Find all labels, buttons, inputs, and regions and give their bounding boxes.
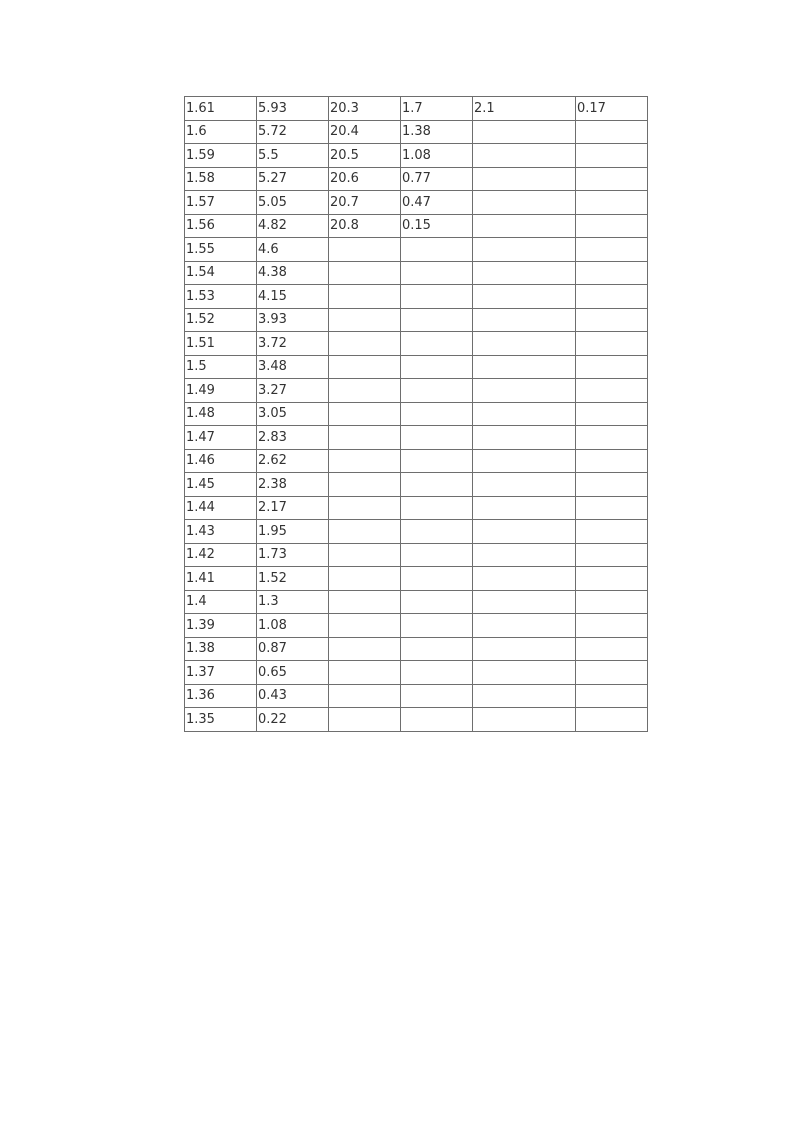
table-row (185, 449, 648, 473)
table-cell: 0.15 (401, 214, 473, 238)
table-row (185, 590, 648, 614)
table-row (185, 426, 648, 450)
table-cell (576, 708, 648, 732)
table-cell (401, 379, 473, 403)
table-cell (576, 144, 648, 168)
table-cell (329, 496, 401, 520)
table-cell: 1.49 (185, 379, 257, 403)
table-cell (473, 191, 576, 215)
table-cell: 1.43 (185, 520, 257, 544)
table-cell (473, 637, 576, 661)
table-cell: 2.17 (257, 496, 329, 520)
table-row (185, 637, 648, 661)
table-cell: 1.44 (185, 496, 257, 520)
table-row (185, 379, 648, 403)
table-cell (576, 261, 648, 285)
table-cell (473, 661, 576, 685)
table-cell (401, 426, 473, 450)
table-cell (401, 402, 473, 426)
table-cell (329, 520, 401, 544)
table-cell: 1.48 (185, 402, 257, 426)
table-cell (473, 426, 576, 450)
table-cell (576, 238, 648, 262)
table-cell: 1.59 (185, 144, 257, 168)
table-cell: 1.53 (185, 285, 257, 309)
table-cell: 20.3 (329, 97, 401, 121)
table-cell: 0.17 (576, 97, 648, 121)
table-cell (473, 473, 576, 497)
table-cell: 1.46 (185, 449, 257, 473)
table-cell (401, 285, 473, 309)
table-cell (401, 661, 473, 685)
table-cell (401, 238, 473, 262)
table-cell (329, 238, 401, 262)
table-cell (329, 449, 401, 473)
table-cell (576, 120, 648, 144)
table-cell (473, 379, 576, 403)
table-cell (576, 191, 648, 215)
table-cell: 5.27 (257, 167, 329, 191)
table-cell (329, 355, 401, 379)
table-cell: 1.61 (185, 97, 257, 121)
table-row (185, 708, 648, 732)
table-cell (473, 308, 576, 332)
table-cell: 1.37 (185, 661, 257, 685)
table-cell (329, 285, 401, 309)
table-cell (576, 661, 648, 685)
table-cell (329, 543, 401, 567)
table-cell (329, 637, 401, 661)
table-cell (473, 708, 576, 732)
table-cell (401, 520, 473, 544)
table-cell: 1.54 (185, 261, 257, 285)
table-cell: 1.55 (185, 238, 257, 262)
table-cell: 1.42 (185, 543, 257, 567)
table-cell: 5.72 (257, 120, 329, 144)
table-cell (576, 473, 648, 497)
table-cell (576, 496, 648, 520)
table-cell (473, 590, 576, 614)
table-cell: 3.27 (257, 379, 329, 403)
table-cell (401, 473, 473, 497)
table-cell (576, 167, 648, 191)
table-cell (329, 332, 401, 356)
table-cell (576, 285, 648, 309)
table-cell (473, 332, 576, 356)
table-row (185, 191, 648, 215)
table-cell (473, 214, 576, 238)
table-row (185, 614, 648, 638)
table-cell: 20.5 (329, 144, 401, 168)
table-cell: 5.93 (257, 97, 329, 121)
table-row (185, 473, 648, 497)
table-cell: 1.47 (185, 426, 257, 450)
table-cell (329, 379, 401, 403)
table-cell: 1.6 (185, 120, 257, 144)
table-cell (473, 567, 576, 591)
table-cell (473, 543, 576, 567)
table-cell (401, 684, 473, 708)
table-cell: 2.83 (257, 426, 329, 450)
table-row (185, 120, 648, 144)
table-cell (329, 661, 401, 685)
table-cell: 4.15 (257, 285, 329, 309)
table-cell (576, 590, 648, 614)
table-cell (329, 567, 401, 591)
data-table (184, 96, 648, 732)
table-cell: 2.1 (473, 97, 576, 121)
table-cell (473, 520, 576, 544)
table-cell: 1.41 (185, 567, 257, 591)
table-cell: 1.36 (185, 684, 257, 708)
table-cell (329, 473, 401, 497)
table-cell: 1.3 (257, 590, 329, 614)
table-cell: 20.4 (329, 120, 401, 144)
table-cell (401, 590, 473, 614)
table-cell: 3.05 (257, 402, 329, 426)
table-cell (329, 402, 401, 426)
table-cell: 1.38 (401, 120, 473, 144)
table-cell (401, 567, 473, 591)
table-cell: 4.6 (257, 238, 329, 262)
table-cell: 0.43 (257, 684, 329, 708)
table-cell (401, 332, 473, 356)
table-cell: 1.56 (185, 214, 257, 238)
table-row (185, 144, 648, 168)
table-row (185, 332, 648, 356)
table-cell (401, 637, 473, 661)
table-cell: 0.65 (257, 661, 329, 685)
table-cell: 1.5 (185, 355, 257, 379)
table-cell: 4.82 (257, 214, 329, 238)
table-row (185, 238, 648, 262)
table-row (185, 543, 648, 567)
table-row (185, 97, 648, 121)
table-cell: 1.52 (185, 308, 257, 332)
table-cell (401, 308, 473, 332)
table-row (185, 308, 648, 332)
table-cell (576, 543, 648, 567)
table-cell (576, 426, 648, 450)
table-cell (576, 402, 648, 426)
table-cell: 1.38 (185, 637, 257, 661)
table-cell: 20.6 (329, 167, 401, 191)
table-cell: 3.72 (257, 332, 329, 356)
table-row (185, 285, 648, 309)
table-row (185, 402, 648, 426)
table-cell (576, 567, 648, 591)
table-cell: 20.8 (329, 214, 401, 238)
table-cell (329, 614, 401, 638)
table-cell (401, 708, 473, 732)
table-cell (473, 238, 576, 262)
table-cell (329, 590, 401, 614)
table-cell: 0.87 (257, 637, 329, 661)
table-cell: 2.62 (257, 449, 329, 473)
table-cell (473, 167, 576, 191)
table-cell: 1.08 (257, 614, 329, 638)
table-cell (576, 355, 648, 379)
table-cell: 1.57 (185, 191, 257, 215)
table-row (185, 496, 648, 520)
table-cell: 20.7 (329, 191, 401, 215)
table-cell: 1.35 (185, 708, 257, 732)
table-row (185, 567, 648, 591)
table-cell (576, 449, 648, 473)
table-row (185, 520, 648, 544)
table-cell: 4.38 (257, 261, 329, 285)
table-row (185, 355, 648, 379)
table-cell: 1.51 (185, 332, 257, 356)
table-cell (576, 379, 648, 403)
table-cell (576, 520, 648, 544)
table-cell: 1.39 (185, 614, 257, 638)
table-cell (329, 261, 401, 285)
table-cell: 1.73 (257, 543, 329, 567)
table-cell (329, 708, 401, 732)
table-cell (576, 614, 648, 638)
table-row (185, 167, 648, 191)
table-cell (473, 614, 576, 638)
table-cell (473, 684, 576, 708)
table-cell: 2.38 (257, 473, 329, 497)
table-cell (473, 355, 576, 379)
table-cell (576, 308, 648, 332)
table-cell: 0.77 (401, 167, 473, 191)
table-cell: 1.95 (257, 520, 329, 544)
table-cell: 5.5 (257, 144, 329, 168)
table-cell: 1.7 (401, 97, 473, 121)
table-cell: 1.45 (185, 473, 257, 497)
table-row (185, 661, 648, 685)
table-cell: 1.4 (185, 590, 257, 614)
table-cell (473, 120, 576, 144)
table-cell (473, 496, 576, 520)
table-cell (576, 332, 648, 356)
table-cell: 1.58 (185, 167, 257, 191)
table-cell (401, 496, 473, 520)
table-cell: 5.05 (257, 191, 329, 215)
table-row (185, 261, 648, 285)
table-cell: 1.52 (257, 567, 329, 591)
table-cell (329, 426, 401, 450)
table-cell (576, 214, 648, 238)
table-cell (473, 261, 576, 285)
table-cell (401, 261, 473, 285)
table-cell (576, 637, 648, 661)
table-body (185, 97, 648, 732)
table-cell (473, 144, 576, 168)
table-cell (401, 614, 473, 638)
table-cell: 0.22 (257, 708, 329, 732)
table-cell: 3.48 (257, 355, 329, 379)
table-cell (473, 449, 576, 473)
table-row (185, 214, 648, 238)
table-cell (401, 355, 473, 379)
table-cell (329, 684, 401, 708)
table-cell (473, 402, 576, 426)
table-cell (473, 285, 576, 309)
table-cell (576, 684, 648, 708)
table-row (185, 684, 648, 708)
table-cell: 0.47 (401, 191, 473, 215)
table-cell (401, 449, 473, 473)
table-cell: 3.93 (257, 308, 329, 332)
table-cell: 1.08 (401, 144, 473, 168)
table-cell (329, 308, 401, 332)
table-cell (401, 543, 473, 567)
